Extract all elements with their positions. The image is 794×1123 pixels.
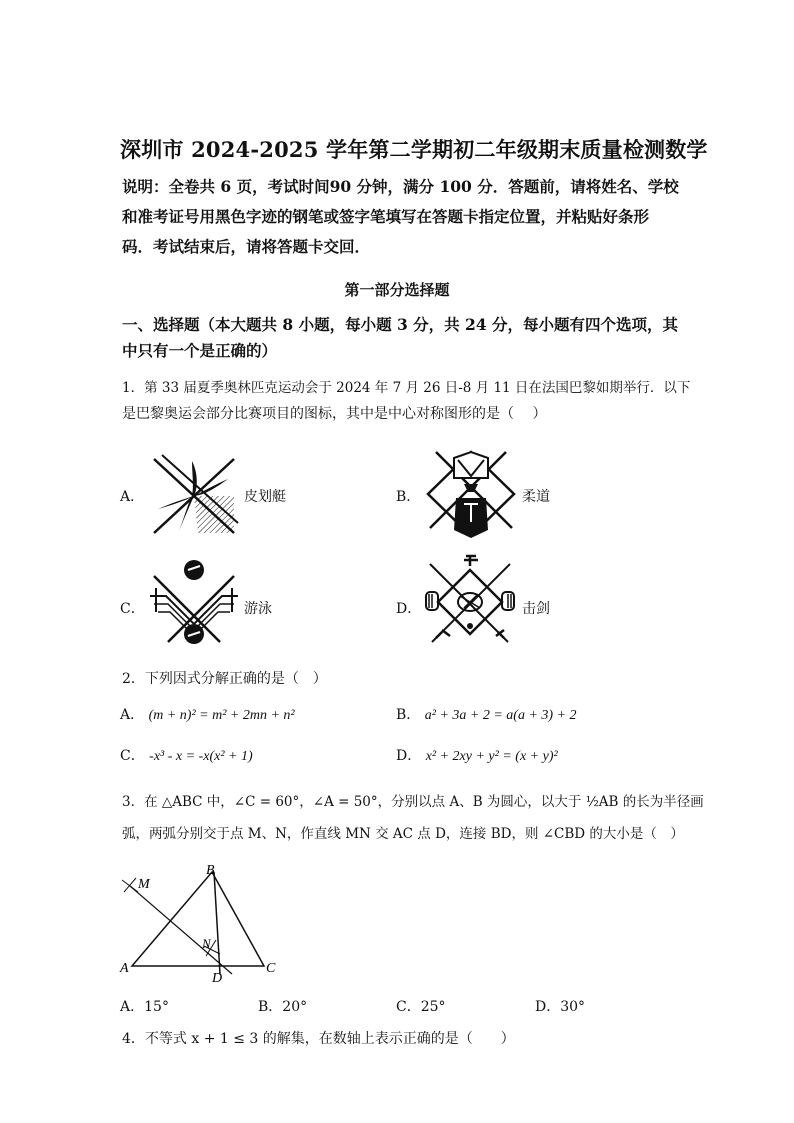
q3-label-a: A xyxy=(120,961,129,976)
q3-stem-line-1: 3．在 △ABC 中，∠C = 60°，∠A = 50°，分别以点 A、B 为圆心，以大于 ½AB 的长为半径画 xyxy=(122,794,704,810)
q3-option-c-letter: C． xyxy=(396,999,421,1015)
q3-label-m: M xyxy=(138,877,150,892)
q3-stem-line-2: 弧，两弧分别交于点 M、N，作直线 MN 交 AC 点 D，连接 BD，则 ∠CBD 的大小是（ ） xyxy=(122,826,684,842)
q3-option-d[interactable] xyxy=(535,996,585,1016)
q1-option-a-letter[interactable]: A． xyxy=(120,489,145,505)
q2-option-b-letter: B． xyxy=(396,707,421,723)
q3-option-a-value: 15° xyxy=(144,999,169,1015)
q3-option-d-value: 30° xyxy=(560,999,586,1015)
q1-option-c-letter[interactable]: C． xyxy=(120,601,145,617)
q4-stem: 4．不等式 x + 1 ≤ 3 的解集，在数轴上表示正确的是（ ） xyxy=(122,1031,515,1047)
q3-label-d: D xyxy=(212,971,223,986)
instructions-line-3: 码．考试结束后，请将答题卡交回． xyxy=(122,237,371,256)
q3-option-c[interactable] xyxy=(396,996,446,1016)
q3-option-a[interactable] xyxy=(120,996,169,1016)
q3-option-d-letter: D． xyxy=(535,999,561,1015)
part-title: 第一部分选择题 xyxy=(344,281,450,299)
q2-option-d-letter: D． xyxy=(396,748,422,764)
q3-label-b: B xyxy=(206,863,215,878)
q1-option-d-label: 击剑 xyxy=(522,601,550,617)
canoe-icon xyxy=(148,453,240,539)
q3-option-b-value: 20° xyxy=(282,999,308,1015)
q2-stem: 2．下列因式分解正确的是（ ） xyxy=(122,671,327,687)
instructions-line-1: 说明：全卷共 6 页，考试时间90 分钟，满分 100 分．答题前，请将姓名、学校 xyxy=(122,177,679,196)
q1-option-b-label: 柔道 xyxy=(522,489,550,505)
q3-option-b[interactable] xyxy=(258,996,307,1016)
q1-option-a-label: 皮划艇 xyxy=(244,489,286,505)
q1-option-b-letter[interactable]: B． xyxy=(396,489,421,505)
q1-stem-line-2: 是巴黎奥运会部分比赛项目的图标，其中是中心对称图形的是（ ） xyxy=(122,406,547,422)
q3-triangle-figure xyxy=(116,858,288,986)
q2-option-c-expr: -x³ - x = -x(x² + 1) xyxy=(149,749,253,764)
section-heading-line-1: 一、选择题（本大题共 8 小题，每小题 3 分，共 24 分，每小题有四个选项，其 xyxy=(122,315,679,334)
q2-option-a-expr: (m + n)² = m² + 2mn + n² xyxy=(148,708,295,723)
q2-option-d-expr: x² + 2xy + y² = (x + y)² xyxy=(425,749,558,764)
q3-label-c: C xyxy=(266,961,276,976)
q2-option-b-expr: a² + 3a + 2 = a(a + 3) + 2 xyxy=(424,708,577,723)
q3-option-c-value: 25° xyxy=(420,999,446,1015)
q2-option-a-letter: A． xyxy=(120,707,145,723)
q2-option-a[interactable] xyxy=(120,704,295,724)
q2-option-c[interactable] xyxy=(120,745,253,765)
exam-title: 深圳市 2024-2025 学年第二学期初二年级期末质量检测数学 xyxy=(120,137,708,162)
q2-option-c-letter: C． xyxy=(120,748,145,764)
q2-option-b[interactable] xyxy=(396,704,577,724)
q1-option-d-letter[interactable]: D． xyxy=(396,601,422,617)
q2-option-d[interactable] xyxy=(396,745,558,765)
q1-stem-line-1: 1．第 33 届夏季奥林匹克运动会于 2024 年 7 月 26 日-8 月 11 日在法国巴黎如期举行．以下 xyxy=(122,380,691,396)
q3-label-n: N xyxy=(202,936,211,951)
q3-option-a-letter: A． xyxy=(120,999,145,1015)
q1-option-c-label: 游泳 xyxy=(244,601,272,617)
q3-option-b-letter: B． xyxy=(258,999,283,1015)
instructions-line-2: 和准考证号用黑色字迹的钢笔或签字笔填写在答题卡指定位置，并粘贴好条形 xyxy=(122,207,650,226)
section-heading-line-2: 中只有一个是正确的） xyxy=(122,341,278,360)
judo-icon xyxy=(424,448,518,540)
fencing-icon xyxy=(420,552,520,652)
swimming-icon xyxy=(148,556,240,648)
